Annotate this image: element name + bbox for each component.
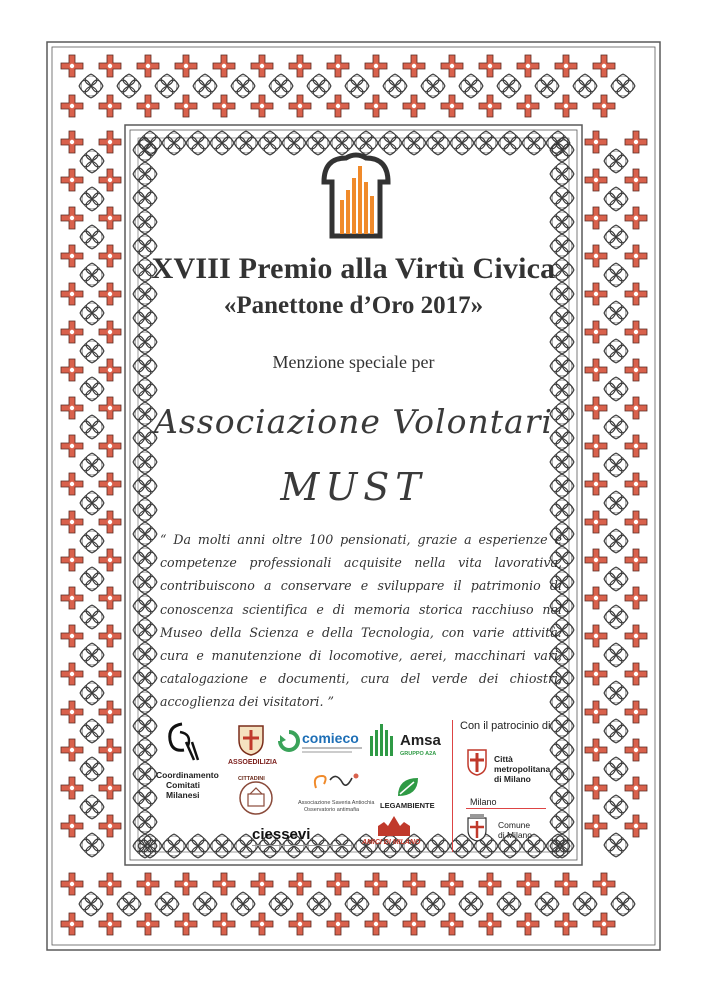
comune-line-1: Comune: [498, 820, 531, 830]
legambiente-logo: [380, 776, 440, 814]
ccm-label-3: Milanesi: [166, 790, 200, 800]
ccm-logo: [150, 720, 230, 805]
ccm-label-1: Coordinamento: [156, 770, 219, 780]
citta-line-3: di Milano: [494, 774, 531, 784]
ccm-emblem-icon: [162, 720, 202, 762]
amici-milano-logo: [362, 814, 432, 854]
cittadini-seal-icon: [236, 776, 276, 816]
cittadini-label: CITTADINI: [238, 776, 265, 782]
patronage-divider: [452, 720, 453, 852]
comieco-label: comieco: [302, 730, 359, 746]
award-subtitle: «Panettone d’Oro 2017»: [223, 292, 484, 319]
citta-metropolitana-crest: [466, 748, 492, 780]
motivation-text: “ Da molti anni oltre 100 pensionati, grazie a esperienze e competenze professionali acquisite nella vita lavorativa, contribuiscono a conservare e sviluppare il patrimonio di conoscenza scientifica e di memoria storica racchiuso nel Museo della Scienza e della Tecnologia, con varie attività: cura e manutenzione di locomotive, aerei, macchinari vari, catalogazione e documenti, cura del verde dei chiostri, accoglienza dei visitatori. ”: [160, 532, 562, 710]
milano-label: Milano: [470, 797, 497, 807]
panettone-logo-icon: [318, 152, 394, 240]
citta-metropolitana-label: [494, 754, 550, 784]
ccm-label-2: Comitati: [166, 780, 200, 790]
savea-logo: [298, 770, 378, 818]
recipient-name-line2: MUST: [280, 465, 427, 509]
cittadini-logo: [236, 776, 280, 820]
comieco-logo: [278, 728, 368, 758]
comune-crest-icon: [466, 814, 488, 842]
legambiente-label: LEGAMBIENTE: [380, 801, 435, 810]
leaf-icon: [396, 776, 420, 798]
savea-label: Associazione Saveria Antiochia: [298, 800, 375, 806]
assoedilizia-crest-icon: [236, 722, 266, 756]
comune-milano-crest: [466, 814, 492, 846]
assoedilizia-label: ASSOEDILIZIA: [228, 759, 278, 766]
ciessevi-label: ciessevi: [252, 826, 311, 843]
citta-line-1: Città: [494, 754, 513, 764]
amsa-emblem-icon: [368, 722, 398, 758]
savea-sub-label: Osservatorio antimafia: [304, 807, 360, 813]
award-title: XVIII Premio alla Virtù Civica: [151, 252, 556, 285]
citta-line-2: metropolitana: [494, 764, 551, 774]
savea-emblem-icon: [310, 770, 360, 796]
comune-milano-label: [498, 820, 532, 840]
ciessevi-logo: [252, 824, 352, 850]
recipient-name: Associazione Volontari: [154, 402, 553, 441]
comune-line-2: di Milano: [498, 830, 533, 840]
amsa-label: Amsa: [400, 732, 441, 749]
patronage-label: Con il patrocinio di: [460, 720, 551, 732]
citta-crest-icon: [466, 748, 488, 776]
duomo-icon: [374, 814, 414, 836]
assoedilizia-logo: [228, 722, 278, 777]
recycle-icon: [278, 730, 300, 752]
mention-label: Menzione speciale per: [272, 352, 435, 372]
amici-label: AMICI DI MILANO: [362, 839, 421, 846]
amsa-group-label: GRUPPO A2A: [400, 751, 437, 757]
amsa-logo: [368, 722, 448, 764]
